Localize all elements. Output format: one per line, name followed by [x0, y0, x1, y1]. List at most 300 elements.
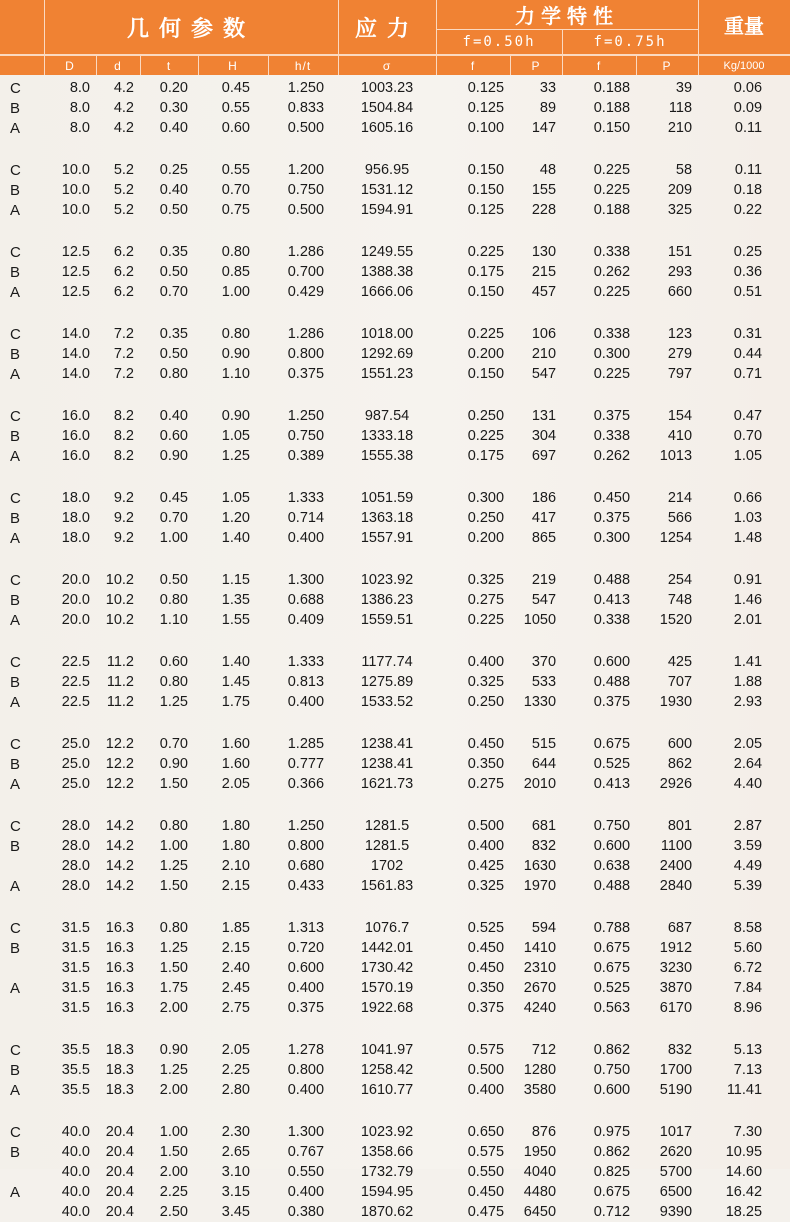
row-t: 0.50	[159, 572, 188, 588]
header-mechanical-properties: 力学特性	[436, 0, 698, 30]
row-weight: 0.11	[734, 120, 763, 136]
row-H: 2.80	[221, 1082, 250, 1098]
row-D: 14.0	[61, 346, 90, 362]
row-h-t: 0.700	[287, 264, 325, 280]
row-f-050: 0.150	[467, 284, 505, 300]
row-weight: 1.48	[733, 530, 763, 546]
table-row	[0, 180, 790, 200]
row-D: 35.5	[61, 1042, 90, 1058]
row-D: 20.0	[61, 592, 90, 608]
row-d: 10.2	[105, 612, 134, 628]
table-row	[0, 98, 790, 118]
row-stress: 1388.38	[360, 264, 414, 280]
row-t: 1.10	[159, 612, 188, 628]
row-f-050: 0.400	[467, 1082, 505, 1098]
row-p-050: 681	[531, 818, 557, 834]
table-row	[0, 282, 790, 302]
row-f-050: 0.175	[467, 264, 505, 280]
row-d: 6.2	[113, 284, 134, 300]
row-p-050: 215	[531, 264, 557, 280]
row-t: 0.80	[159, 920, 188, 936]
row-H: 2.65	[221, 1144, 250, 1160]
row-p-075: 600	[667, 736, 693, 752]
row-stress: 1561.83	[360, 878, 414, 894]
row-H: 0.80	[221, 244, 250, 260]
row-f-075: 0.675	[593, 960, 631, 976]
row-D: 28.0	[61, 878, 90, 894]
table-row	[0, 1122, 790, 1142]
group-spacer	[0, 466, 790, 488]
col-header-kg: Kg/1000	[698, 55, 790, 75]
row-weight: 7.30	[733, 1124, 763, 1140]
row-stress: 1594.91	[360, 202, 414, 218]
row-f-050: 0.350	[467, 980, 505, 996]
table-row	[0, 344, 790, 364]
row-weight: 2.05	[733, 736, 763, 752]
row-d: 9.2	[113, 490, 134, 506]
col-header-f-075: f	[562, 55, 636, 75]
row-D: 22.5	[61, 694, 90, 710]
row-p-075: 254	[667, 572, 693, 588]
row-grade: A	[10, 201, 21, 219]
row-h-t: 1.286	[287, 244, 325, 260]
row-stress: 1238.41	[360, 756, 414, 772]
table-row	[0, 590, 790, 610]
row-p-050: 1970	[523, 878, 557, 894]
row-f-075: 0.563	[593, 1000, 631, 1016]
row-p-050: 644	[531, 756, 557, 772]
row-stress: 1533.52	[360, 694, 414, 710]
row-f-050: 0.325	[467, 572, 505, 588]
header-weight: 重量	[698, 0, 790, 55]
row-t: 2.50	[159, 1204, 188, 1220]
row-stress: 1292.69	[360, 346, 414, 362]
row-f-050: 0.450	[467, 736, 505, 752]
table-row	[0, 262, 790, 282]
row-H: 3.45	[221, 1204, 250, 1220]
row-D: 25.0	[61, 736, 90, 752]
row-d: 16.3	[105, 960, 134, 976]
row-t: 0.80	[159, 674, 188, 690]
table-row	[0, 918, 790, 938]
row-f-075: 0.750	[593, 1062, 631, 1078]
row-f-050: 0.125	[467, 80, 505, 96]
row-f-075: 0.375	[593, 510, 631, 526]
row-p-050: 547	[531, 366, 557, 382]
row-D: 28.0	[61, 858, 90, 874]
row-p-075: 6170	[659, 1000, 693, 1016]
row-D: 8.0	[69, 80, 90, 96]
row-weight: 5.60	[733, 940, 763, 956]
row-D: 12.5	[61, 264, 90, 280]
row-f-050: 0.325	[467, 674, 505, 690]
table-row	[0, 876, 790, 896]
row-f-050: 0.250	[467, 510, 505, 526]
row-f-050: 0.400	[467, 654, 505, 670]
row-t: 1.00	[159, 530, 188, 546]
row-f-075: 0.675	[593, 736, 631, 752]
row-p-075: 9390	[659, 1204, 693, 1220]
row-f-075: 0.675	[593, 1184, 631, 1200]
row-f-050: 0.250	[467, 408, 505, 424]
row-D: 40.0	[61, 1144, 90, 1160]
row-H: 0.80	[221, 326, 250, 342]
row-d: 18.3	[105, 1082, 134, 1098]
row-t: 0.50	[159, 202, 188, 218]
row-weight: 8.96	[733, 1000, 763, 1016]
row-H: 1.80	[221, 818, 250, 834]
header-freq-050: f=0.50h	[436, 30, 562, 56]
row-D: 35.5	[61, 1082, 90, 1098]
row-grade: A	[10, 529, 21, 547]
group-spacer	[0, 794, 790, 816]
row-d: 4.2	[113, 100, 134, 116]
row-t: 0.70	[159, 736, 188, 752]
row-h-t: 1.200	[287, 162, 325, 178]
row-f-075: 0.188	[593, 100, 631, 116]
row-stress: 1594.95	[360, 1184, 414, 1200]
row-H: 1.60	[221, 736, 250, 752]
row-D: 40.0	[61, 1164, 90, 1180]
row-D: 12.5	[61, 284, 90, 300]
row-t: 0.35	[159, 326, 188, 342]
row-f-050: 0.325	[467, 878, 505, 894]
table-row	[0, 1060, 790, 1080]
row-stress: 1238.41	[360, 736, 414, 752]
row-weight: 0.31	[733, 326, 763, 342]
row-h-t: 0.720	[287, 940, 325, 956]
row-grade	[0, 856, 44, 876]
row-H: 1.40	[221, 530, 250, 546]
row-t: 0.80	[159, 366, 188, 382]
row-d: 8.2	[113, 448, 134, 464]
row-f-050: 0.225	[467, 244, 505, 260]
table-row	[0, 324, 790, 344]
row-D: 8.0	[69, 120, 90, 136]
row-weight: 0.47	[733, 408, 763, 424]
row-p-050: 515	[531, 736, 557, 752]
row-p-075: 832	[667, 1042, 693, 1058]
row-f-075: 0.600	[593, 838, 631, 854]
row-p-075: 2926	[659, 776, 693, 792]
row-p-075: 2620	[659, 1144, 693, 1160]
row-f-075: 0.600	[593, 654, 631, 670]
row-d: 6.2	[113, 244, 134, 260]
row-h-t: 0.375	[287, 366, 325, 382]
row-f-050: 0.575	[467, 1144, 505, 1160]
row-grade	[0, 998, 44, 1018]
row-f-050: 0.300	[467, 490, 505, 506]
row-h-t: 0.800	[287, 346, 325, 362]
row-h-t: 1.250	[287, 818, 325, 834]
row-stress: 1386.23	[360, 592, 414, 608]
row-p-050: 876	[531, 1124, 557, 1140]
row-t: 1.25	[159, 694, 188, 710]
row-stress: 1258.42	[360, 1062, 414, 1078]
table-row	[0, 610, 790, 630]
row-H: 1.85	[221, 920, 250, 936]
table-row	[0, 1040, 790, 1060]
row-h-t: 1.285	[287, 736, 325, 752]
row-stress: 1275.89	[360, 674, 414, 690]
row-grade: C	[10, 1041, 21, 1059]
row-stress: 1730.42	[360, 960, 414, 976]
row-d: 16.3	[105, 920, 134, 936]
row-d: 11.2	[106, 654, 134, 670]
row-t: 0.25	[159, 162, 188, 178]
row-f-075: 0.225	[593, 366, 631, 382]
row-H: 1.05	[221, 428, 250, 444]
table-row	[0, 754, 790, 774]
row-d: 7.2	[113, 346, 134, 362]
row-f-075: 0.338	[593, 326, 631, 342]
row-weight: 2.93	[733, 694, 763, 710]
row-p-075: 325	[667, 202, 693, 218]
row-t: 0.70	[159, 284, 188, 300]
row-t: 2.25	[159, 1184, 188, 1200]
row-p-075: 1930	[659, 694, 693, 710]
row-t: 0.70	[159, 510, 188, 526]
row-f-075: 0.413	[593, 592, 631, 608]
row-f-075: 0.450	[593, 490, 631, 506]
row-f-050: 0.225	[467, 612, 505, 628]
row-h-t: 0.409	[287, 612, 325, 628]
row-h-t: 0.400	[287, 1184, 325, 1200]
row-h-t: 0.433	[287, 878, 325, 894]
row-d: 16.3	[105, 940, 134, 956]
row-p-050: 3580	[523, 1082, 557, 1098]
row-D: 31.5	[61, 920, 90, 936]
row-grade: A	[10, 775, 21, 793]
table-row	[0, 1182, 790, 1202]
row-h-t: 0.777	[287, 756, 325, 772]
row-stress: 956.95	[364, 162, 410, 178]
row-stress: 1281.5	[364, 838, 410, 854]
row-p-075: 1013	[659, 448, 693, 464]
row-d: 7.2	[113, 326, 134, 342]
row-t: 1.00	[159, 838, 188, 854]
row-H: 1.45	[221, 674, 250, 690]
row-D: 14.0	[61, 326, 90, 342]
row-p-050: 2010	[523, 776, 557, 792]
row-H: 1.00	[221, 284, 250, 300]
row-stress: 1076.7	[364, 920, 410, 936]
table-row	[0, 978, 790, 998]
row-h-t: 0.550	[287, 1164, 325, 1180]
row-stress: 1504.84	[360, 100, 414, 116]
row-D: 40.0	[61, 1184, 90, 1200]
row-h-t: 0.400	[287, 694, 325, 710]
row-grade: A	[10, 611, 21, 629]
row-d: 20.4	[105, 1164, 134, 1180]
row-p-050: 4040	[523, 1164, 557, 1180]
row-p-050: 89	[539, 100, 557, 116]
table-row	[0, 118, 790, 138]
group-spacer	[0, 548, 790, 570]
row-stress: 1003.23	[360, 80, 414, 96]
row-stress: 1333.18	[360, 428, 414, 444]
row-weight: 7.84	[733, 980, 763, 996]
row-p-050: 186	[531, 490, 557, 506]
row-f-050: 0.450	[467, 940, 505, 956]
row-h-t: 0.400	[287, 530, 325, 546]
row-grade: A	[10, 1183, 21, 1201]
group-spacer	[0, 630, 790, 652]
col-header-h-t: h/t	[268, 55, 338, 75]
row-H: 1.10	[221, 366, 250, 382]
row-d: 10.2	[105, 592, 134, 608]
row-p-050: 417	[531, 510, 557, 526]
row-p-075: 1254	[659, 530, 693, 546]
row-f-050: 0.350	[467, 756, 505, 772]
row-d: 18.3	[105, 1042, 134, 1058]
row-weight: 1.05	[733, 448, 763, 464]
row-t: 2.00	[159, 1000, 188, 1016]
row-h-t: 0.380	[287, 1204, 325, 1220]
row-t: 0.80	[159, 818, 188, 834]
row-stress: 1702	[370, 858, 404, 874]
row-grade: C	[10, 407, 21, 425]
row-H: 0.75	[221, 202, 250, 218]
row-grade: B	[10, 1143, 21, 1161]
row-D: 20.0	[61, 572, 90, 588]
row-f-050: 0.250	[467, 694, 505, 710]
row-f-050: 0.400	[467, 838, 505, 854]
row-H: 2.25	[221, 1062, 250, 1078]
row-stress: 1041.97	[360, 1042, 414, 1058]
table-row	[0, 856, 790, 876]
row-D: 16.0	[61, 448, 90, 464]
row-D: 14.0	[61, 366, 90, 382]
row-weight: 0.66	[733, 490, 763, 506]
row-p-075: 5700	[659, 1164, 693, 1180]
row-t: 0.50	[159, 346, 188, 362]
row-p-050: 1630	[523, 858, 557, 874]
row-d: 14.2	[105, 818, 134, 834]
row-H: 2.75	[221, 1000, 250, 1016]
row-h-t: 0.813	[287, 674, 325, 690]
row-p-075: 6500	[659, 1184, 693, 1200]
row-D: 31.5	[61, 960, 90, 976]
row-d: 10.2	[105, 572, 134, 588]
row-grade: C	[10, 243, 21, 261]
row-p-050: 2310	[523, 960, 557, 976]
row-h-t: 0.400	[287, 980, 325, 996]
row-f-075: 0.525	[593, 756, 631, 772]
row-D: 31.5	[61, 980, 90, 996]
row-f-075: 0.638	[593, 858, 631, 874]
row-p-075: 748	[667, 592, 693, 608]
row-f-075: 0.825	[593, 1164, 631, 1180]
row-weight: 16.42	[725, 1184, 763, 1200]
row-d: 9.2	[113, 510, 134, 526]
row-weight: 2.01	[733, 612, 763, 628]
row-t: 1.50	[159, 776, 188, 792]
row-grade: B	[10, 99, 21, 117]
row-stress: 1051.59	[360, 490, 414, 506]
row-stress: 1442.01	[360, 940, 414, 956]
table-row	[0, 488, 790, 508]
row-d: 6.2	[113, 264, 134, 280]
row-h-t: 1.250	[287, 408, 325, 424]
row-grade	[0, 1202, 44, 1222]
row-D: 10.0	[61, 182, 90, 198]
row-p-050: 4240	[523, 1000, 557, 1016]
row-p-075: 660	[667, 284, 693, 300]
row-D: 8.0	[69, 100, 90, 116]
group-spacer	[0, 896, 790, 918]
row-grade: C	[10, 571, 21, 589]
table-row	[0, 672, 790, 692]
row-stress: 1023.92	[360, 572, 414, 588]
row-H: 0.55	[221, 162, 250, 178]
row-h-t: 0.600	[287, 960, 325, 976]
row-H: 2.05	[221, 1042, 250, 1058]
row-t: 0.90	[159, 756, 188, 772]
row-t: 0.90	[159, 1042, 188, 1058]
row-p-075: 1100	[660, 838, 693, 854]
row-D: 18.0	[61, 510, 90, 526]
row-weight: 0.91	[733, 572, 763, 588]
row-f-050: 0.650	[467, 1124, 505, 1140]
table-row	[0, 938, 790, 958]
row-p-050: 457	[531, 284, 557, 300]
row-D: 18.0	[61, 490, 90, 506]
row-d: 7.2	[113, 366, 134, 382]
table-row	[0, 446, 790, 466]
row-p-050: 228	[531, 202, 557, 218]
row-d: 16.3	[105, 980, 134, 996]
row-stress: 987.54	[364, 408, 410, 424]
row-p-050: 370	[531, 654, 557, 670]
row-d: 14.2	[105, 878, 134, 894]
row-d: 20.4	[105, 1124, 134, 1140]
row-t: 0.40	[159, 408, 188, 424]
table-row	[0, 1202, 790, 1222]
row-grade: B	[10, 181, 21, 199]
row-h-t: 1.313	[287, 920, 325, 936]
row-grade: B	[10, 755, 21, 773]
table-row	[0, 816, 790, 836]
row-weight: 0.18	[733, 182, 763, 198]
row-stress: 1922.68	[360, 1000, 414, 1016]
row-h-t: 1.278	[287, 1042, 325, 1058]
row-grade: C	[10, 1123, 21, 1141]
row-H: 1.55	[221, 612, 250, 628]
row-H: 0.70	[221, 182, 250, 198]
row-p-050: 131	[531, 408, 557, 424]
row-p-075: 151	[667, 244, 693, 260]
row-d: 12.2	[105, 756, 134, 772]
row-f-050: 0.150	[467, 366, 505, 382]
row-H: 1.15	[221, 572, 250, 588]
row-weight: 0.44	[733, 346, 763, 362]
row-D: 35.5	[61, 1062, 90, 1078]
row-f-075: 0.375	[593, 694, 631, 710]
row-p-075: 801	[667, 818, 693, 834]
row-p-050: 219	[531, 572, 557, 588]
row-p-075: 123	[667, 326, 693, 342]
row-p-050: 1950	[523, 1144, 557, 1160]
row-d: 20.4	[105, 1144, 134, 1160]
row-h-t: 1.286	[287, 326, 325, 342]
row-stress: 1732.79	[360, 1164, 414, 1180]
row-grade	[0, 958, 44, 978]
row-f-075: 0.338	[593, 244, 631, 260]
col-header-p-050: P	[510, 55, 562, 75]
row-f-075: 0.488	[593, 674, 631, 690]
row-weight: 0.11	[734, 162, 763, 178]
